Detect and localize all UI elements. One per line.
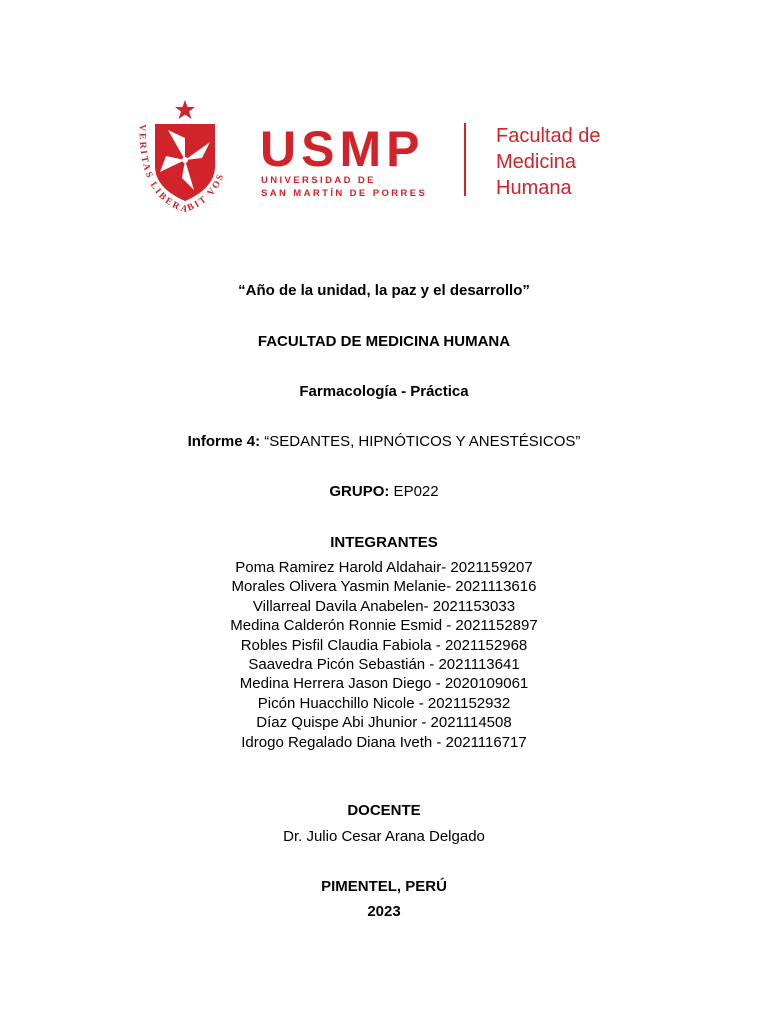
year-motto: “Año de la unidad, la paz y el desarrollo” bbox=[238, 282, 530, 299]
report-title bbox=[0, 433, 768, 451]
report-name: “SEDANTES, HIPNÓTICOS Y ANESTÉSICOS” bbox=[260, 433, 581, 450]
group-label: GRUPO: bbox=[329, 483, 390, 500]
year: 2023 bbox=[367, 903, 401, 920]
usmp-logo-graphic bbox=[128, 98, 628, 218]
member-item: Villarreal Davila Anabelen- 2021153033 bbox=[252, 597, 516, 615]
report-label: Informe 4: bbox=[187, 433, 261, 450]
star-icon bbox=[175, 100, 195, 119]
member-item: Robles Pisfil Claudia Fabiola - 2021152968 bbox=[240, 636, 528, 654]
university-logo bbox=[128, 98, 628, 218]
faculty-title: FACULTAD DE MEDICINA HUMANA bbox=[257, 333, 511, 350]
logo-faculty-line3: Humana bbox=[496, 177, 572, 199]
logo-university-line2: SAN MARTÍN DE PORRES bbox=[261, 188, 428, 199]
member-item: Saavedra Picón Sebastián - 2021113641 bbox=[248, 656, 520, 674]
teacher-heading: DOCENTE bbox=[347, 802, 421, 819]
course-title: Farmacología - Práctica bbox=[299, 383, 469, 400]
members-heading: INTEGRANTES bbox=[330, 534, 438, 551]
member-item: Picón Huacchillo Nicole - 2021152932 bbox=[257, 694, 511, 712]
shield-icon bbox=[155, 124, 215, 201]
location: PIMENTEL, PERÚ bbox=[321, 878, 447, 895]
logo-brand: USMP bbox=[260, 121, 425, 177]
members-list bbox=[0, 558, 768, 752]
logo-motto: VERITAS LIBERABIT VOS bbox=[136, 124, 228, 216]
member-item: Idrogo Regalado Diana Iveth - 2021116717 bbox=[241, 733, 527, 751]
member-item: Morales Olivera Yasmin Melanie- 2021113616 bbox=[231, 578, 537, 596]
member-item: Medina Herrera Jason Diego - 2020109061 bbox=[239, 675, 529, 693]
teacher-name: Dr. Julio Cesar Arana Delgado bbox=[283, 828, 485, 845]
logo-divider bbox=[464, 123, 466, 196]
member-item: Poma Ramirez Harold Aldahair- 2021159207 bbox=[235, 559, 533, 576]
logo-university-line1: UNIVERSIDAD DE bbox=[261, 175, 376, 186]
group-line bbox=[0, 483, 768, 501]
group-value: EP022 bbox=[389, 483, 439, 500]
member-item: Díaz Quispe Abi Jhunior - 2021114508 bbox=[256, 714, 512, 732]
logo-faculty-line2: Medicina bbox=[496, 151, 577, 173]
member-item: Medina Calderón Ronnie Esmid - 2021152897 bbox=[230, 617, 538, 635]
logo-faculty-line1: Facultad de bbox=[496, 125, 601, 147]
